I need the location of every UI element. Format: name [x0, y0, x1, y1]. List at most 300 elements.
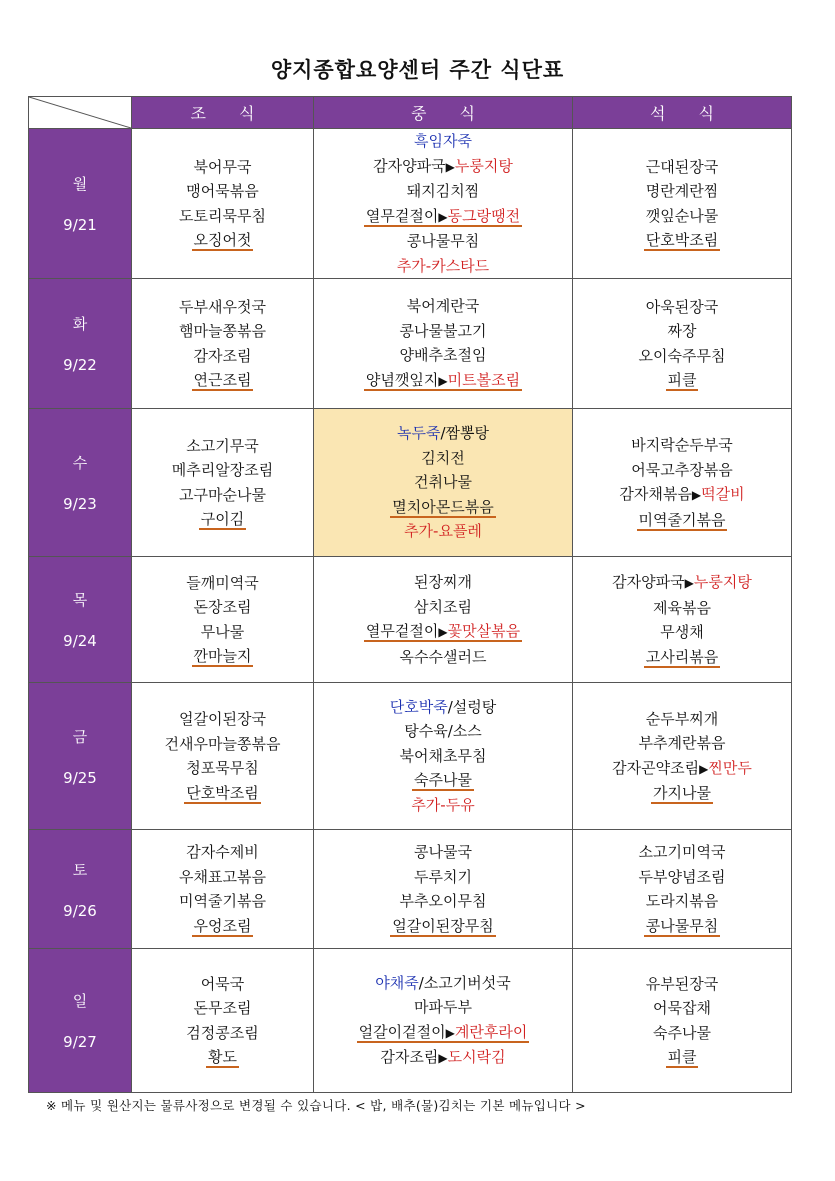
substitute-item: 떡갈비: [701, 485, 745, 503]
menu-item-text: [421, 449, 464, 467]
substitute-item: 누룽지탕: [454, 156, 513, 175]
menu-item-text: [390, 698, 497, 716]
day-cell: [29, 409, 132, 557]
menu-item-part: /짬뽕탕: [440, 424, 489, 443]
menu-item: [314, 229, 572, 254]
menu-item: [573, 179, 791, 204]
day-cell: [29, 279, 132, 409]
menu-item: [573, 756, 791, 782]
menu-item-part: 두루치기: [414, 867, 472, 886]
menu-item-text: [646, 207, 718, 225]
menu-item-part: /소고기버섯국: [418, 973, 511, 992]
menu-item: [132, 620, 313, 645]
menu-item-text: [179, 868, 266, 886]
menu-item-part: 감자양파국: [612, 573, 685, 591]
menu-item-part: 감자곤약조림: [612, 758, 700, 777]
menu-item-part: 우엉조림: [193, 916, 252, 935]
menu-item-part: 깻잎순나물: [645, 206, 719, 225]
menu-item-text: [400, 892, 487, 910]
menu-item-part: 돈장조림: [193, 598, 252, 616]
menu-item: [573, 707, 791, 732]
menu-item-part: 돼지김치찜: [406, 182, 480, 200]
menu-item: [132, 644, 313, 669]
breakfast-cell: [132, 129, 314, 279]
menu-item-text: [414, 473, 472, 491]
day-name: 목: [72, 591, 88, 609]
underlined-menu-item: [390, 498, 495, 518]
menu-item-part: 오징어젓: [193, 231, 252, 249]
menu-item-text: [201, 975, 244, 993]
menu-item: [314, 645, 572, 670]
menu-item-part: 부추계란볶음: [638, 734, 726, 752]
menu-item: [132, 179, 313, 204]
day-name: 월: [72, 175, 88, 193]
menu-item-part: 어묵국: [200, 974, 245, 993]
underlined-menu-item: [390, 917, 495, 937]
underlined-menu-item: [199, 510, 246, 530]
menu-item-part: 마파두부: [414, 998, 472, 1016]
menu-item-part: 탕수육/소스: [404, 722, 482, 741]
menu-item: [573, 204, 791, 229]
menu-item-text: [407, 297, 479, 315]
substitute-item: 꽃맛살볶음: [447, 622, 521, 640]
table-row: [29, 949, 792, 1093]
substitute-item: 미트볼조림: [447, 370, 521, 389]
underlined-menu-item: [192, 647, 254, 667]
menu-item: [314, 294, 572, 319]
lunch-cell: [314, 683, 573, 830]
menu-item: [132, 1045, 313, 1070]
lunch-cell: [314, 949, 573, 1093]
menu-item: [314, 719, 572, 744]
underlined-menu-item: [666, 1048, 699, 1068]
underlined-menu-item: [192, 917, 254, 937]
menu-item-part: 돈무조림: [193, 999, 252, 1017]
menu-item-part: 미역줄기볶음: [638, 510, 726, 529]
menu-item: [573, 570, 791, 596]
menu-item-part: 짜장: [667, 322, 697, 340]
breakfast-cell: [132, 557, 314, 683]
menu-item: [573, 368, 791, 393]
lunch-cell: [314, 279, 573, 409]
menu-item: [573, 620, 791, 645]
menu-item: [573, 228, 791, 253]
menu-item-text: [639, 843, 726, 861]
menu-item-text: [404, 722, 482, 740]
menu-item-text: [179, 892, 266, 910]
menu-item-text: [646, 710, 718, 728]
menu-item-part: 열무겉절이: [365, 206, 439, 225]
menu-item-text: [414, 573, 472, 591]
menu-item-part: 연근조림: [193, 371, 252, 389]
porridge-item: 단호박죽: [389, 697, 448, 716]
day-name: 화: [72, 315, 88, 333]
menu-item: [573, 1021, 791, 1046]
porridge-item: 흑임자죽: [414, 132, 472, 150]
menu-item-part: 소고기미역국: [638, 843, 726, 861]
menu-item: [132, 344, 313, 369]
menu-item-part: 바지락순두부국: [631, 436, 733, 454]
menu-item-text: [414, 132, 472, 150]
menu-item-text: [631, 461, 732, 479]
menu-item: [314, 1045, 572, 1071]
menu-item: [573, 433, 791, 458]
menu-item-text: [660, 623, 703, 641]
menu-item: [132, 155, 313, 180]
menu-item-text: [639, 734, 726, 752]
underlined-menu-item: [192, 231, 254, 251]
menu-item: [314, 695, 572, 720]
menu-item-part: 콩나물불고기: [399, 321, 487, 340]
menu-item-part: 햄마늘쫑볶음: [179, 322, 266, 340]
menu-item-part: 청포묵무침: [186, 759, 259, 777]
day-cell: [29, 557, 132, 683]
menu-item-text: [201, 623, 244, 641]
menu-item-part: 북어무국: [193, 157, 252, 176]
menu-item-part: 건취나물: [414, 473, 472, 492]
underlined-menu-item: [651, 784, 713, 804]
menu-item-part: 어묵잡채: [653, 999, 711, 1017]
menu-item: [314, 343, 572, 368]
menu-item: [314, 595, 572, 620]
footer-note: ※ 메뉴 및 원산지는 물류사정으로 변경될 수 있습니다. < 밥, 배추(물)김치는 기본 메뉴입니다 >: [46, 1098, 586, 1113]
menu-item-text: [179, 207, 266, 225]
substitute-item: 추가-요플레: [404, 522, 482, 541]
menu-item: [573, 889, 791, 914]
menu-item-part: 얼갈이된장무침: [392, 916, 494, 935]
day-date: 9/23: [63, 495, 97, 513]
underlined-menu-item: [637, 511, 728, 531]
menu-item-text: [653, 1024, 711, 1042]
menu-item-part: 삼치조림: [414, 597, 472, 616]
menu-item-part: 황도: [208, 1048, 237, 1066]
menu-item-part: 순두부찌개: [645, 709, 719, 728]
menu-item-part: 단호박조림: [186, 783, 259, 802]
menu-item-text: [646, 158, 718, 176]
menu-item-text: [186, 759, 258, 777]
day-date: 9/27: [63, 1033, 97, 1051]
menu-item: [132, 368, 313, 393]
menu-item-text: [646, 298, 718, 316]
menu-item: [573, 155, 791, 180]
menu-item: [314, 446, 572, 471]
menu-item-text: [400, 747, 487, 765]
menu-item: [573, 1045, 791, 1070]
menu-item: [573, 458, 791, 483]
menu-item-part: 숙주나물: [414, 771, 472, 790]
arrow-icon: ▶: [699, 761, 709, 776]
menu-item: [132, 840, 313, 865]
dinner-cell: [573, 949, 792, 1093]
substitute-item: 추가-두유: [411, 795, 475, 814]
menu-item-part: 북어채초무침: [399, 746, 487, 765]
menu-item: [573, 865, 791, 890]
menu-item-text: [400, 648, 487, 666]
menu-item-text: [165, 735, 281, 753]
menu-item-text: [646, 182, 718, 200]
menu-item: [573, 645, 791, 670]
menu-item: [132, 781, 313, 806]
menu-item: [573, 914, 791, 939]
day-name: 일: [72, 992, 88, 1010]
menu-item-part: 구이김: [200, 510, 245, 528]
underlined-menu-item: [644, 231, 720, 251]
menu-item: [573, 319, 791, 344]
menu-item-text: [194, 158, 252, 176]
menu-item-text: [639, 868, 726, 886]
menu-item: [132, 204, 313, 229]
menu-item-text: [612, 759, 752, 777]
diagonal-line: [29, 97, 131, 128]
menu-item: [314, 768, 572, 793]
arrow-icon: ▶: [445, 1025, 455, 1040]
menu-item-text: [397, 257, 489, 275]
table-row: [29, 279, 792, 409]
day-name: 수: [72, 454, 88, 472]
table-row: [29, 129, 792, 279]
menu-item-text: [172, 461, 273, 479]
menu-item-text: [186, 843, 258, 861]
menu-item-part: 아욱된장국: [645, 297, 719, 316]
day-cell: [29, 683, 132, 830]
menu-item: [132, 996, 313, 1021]
table-row: [29, 683, 792, 830]
menu-item: [314, 204, 572, 230]
menu-item-part: 김치전: [421, 448, 465, 467]
dinner-cell: [573, 683, 792, 830]
table-row: [29, 830, 792, 949]
menu-item: [132, 865, 313, 890]
menu-body: [29, 129, 792, 1093]
breakfast-cell: [132, 279, 314, 409]
menu-item-part: 감자조림: [380, 1048, 439, 1066]
menu-item: [132, 756, 313, 781]
corner-cell: [29, 97, 132, 129]
arrow-icon: ▶: [438, 373, 448, 388]
menu-item: [132, 295, 313, 320]
underlined-menu-item: [357, 1023, 530, 1043]
breakfast-cell: [132, 830, 314, 949]
menu-item-part: 메추리알장조림: [171, 461, 274, 479]
menu-item-text: [612, 573, 752, 591]
dinner-cell: [573, 279, 792, 409]
header-breakfast: 조 식: [132, 97, 314, 129]
menu-item: [314, 570, 572, 595]
menu-item: [132, 707, 313, 732]
menu-item-part: 양배추초절임: [399, 346, 487, 364]
menu-item-part: 맹어묵볶음: [186, 182, 259, 200]
menu-item: [132, 1021, 313, 1046]
menu-item: [314, 971, 572, 996]
day-date: 9/26: [63, 901, 97, 920]
porridge-item: 녹두죽: [396, 424, 441, 443]
menu-item: [573, 344, 791, 369]
menu-item-part: 된장찌개: [414, 573, 472, 591]
menu-item-part: 감자양파국: [373, 156, 446, 175]
header-lunch: 중 식: [314, 97, 573, 129]
menu-item-text: [414, 843, 472, 861]
menu-item-part: 감자수제비: [186, 843, 259, 861]
menu-item-part: 양념깻잎지: [365, 370, 439, 389]
menu-item: [314, 793, 572, 818]
menu-item-text: [407, 232, 479, 250]
menu-item-part: 두부양념조림: [638, 867, 726, 886]
menu-item-part: 감자채볶음: [619, 485, 692, 503]
day-date: 9/24: [63, 632, 97, 650]
menu-item-text: [668, 322, 697, 340]
menu-item-text: [646, 975, 718, 993]
weekly-menu-table: [28, 96, 792, 1093]
menu-item: [314, 914, 572, 939]
menu-item-text: [411, 796, 474, 814]
underlined-menu-item: [364, 207, 522, 227]
menu-item-part: 우채표고볶음: [179, 867, 266, 886]
arrow-icon: ▶: [691, 488, 702, 502]
menu-item-part: 제육볶음: [653, 598, 711, 617]
porridge-item: 야채죽: [375, 973, 419, 992]
underlined-menu-item: [412, 771, 474, 791]
menu-item-part: 열무겉절이: [365, 622, 439, 640]
menu-item-text: [646, 892, 718, 910]
menu-item-text: [373, 157, 513, 175]
menu-item-part: 건새우마늘쫑볶음: [164, 734, 281, 753]
underlined-menu-item: [364, 622, 522, 642]
lunch-cell: [314, 129, 573, 279]
substitute-item: 누룽지탕: [693, 573, 752, 591]
menu-item: [573, 295, 791, 320]
menu-item: [132, 571, 313, 596]
arrow-icon: ▶: [438, 209, 448, 224]
substitute-item: 동그랑땡전: [447, 206, 521, 225]
menu-item-part: 도라지볶음: [645, 892, 719, 910]
menu-item-part: 들깨미역국: [186, 573, 259, 592]
menu-item-text: [414, 598, 472, 616]
header-dinner: 석 식: [573, 97, 792, 129]
menu-item: [573, 840, 791, 865]
arrow-icon: ▶: [684, 576, 694, 590]
menu-item-text: [194, 999, 252, 1017]
menu-item: [132, 483, 313, 508]
menu-item-text: [186, 182, 258, 200]
menu-item-text: [186, 1024, 258, 1042]
menu-item-part: 무나물: [200, 622, 245, 641]
menu-item: [314, 129, 572, 154]
page-title: 양지종합요양센터 주간 식단표: [270, 58, 565, 82]
underlined-menu-item: [644, 648, 720, 668]
underlined-menu-item: [666, 371, 699, 391]
lunch-cell: [314, 830, 573, 949]
menu-item-text: [179, 710, 266, 728]
menu-item: [573, 508, 791, 533]
day-date: 9/21: [63, 216, 97, 234]
day-cell: [29, 949, 132, 1093]
underlined-menu-item: [184, 784, 260, 804]
menu-item: [314, 368, 572, 394]
menu-item: [314, 421, 572, 446]
dinner-cell: [573, 557, 792, 683]
menu-item: [573, 596, 791, 621]
menu-item: [314, 840, 572, 865]
menu-item-part: 감자조림: [193, 346, 252, 365]
substitute-item: 찐만두: [708, 758, 752, 777]
menu-item-text: [414, 998, 472, 1016]
day-cell: [29, 830, 132, 949]
menu-item: [314, 1020, 572, 1046]
day-date: 9/22: [63, 356, 97, 374]
menu-item: [314, 744, 572, 769]
menu-item-text: [186, 437, 258, 455]
menu-item: [314, 889, 572, 914]
menu-item: [132, 319, 313, 344]
menu-item-text: [186, 574, 258, 592]
menu-item-part: 단호박조림: [645, 231, 719, 249]
menu-item: [132, 228, 313, 253]
breakfast-cell: [132, 683, 314, 830]
table-row: [29, 557, 792, 683]
header-row: [29, 97, 792, 129]
menu-item-part: 옥수수샐러드: [399, 647, 487, 666]
menu-item-text: [400, 322, 487, 340]
substitute-item: 계란후라이: [454, 1022, 528, 1041]
menu-item-text: [619, 485, 744, 503]
substitute-item: 도시락김: [447, 1048, 506, 1066]
menu-item-part: 얼갈이된장국: [179, 710, 266, 728]
menu-item-text: [397, 424, 489, 442]
underlined-menu-item: [206, 1048, 239, 1068]
menu-item-text: [639, 347, 726, 365]
menu-item-part: 고사리볶음: [645, 647, 719, 666]
menu-item-part: 피클: [667, 1048, 697, 1066]
day-cell: [29, 129, 132, 279]
menu-item: [132, 914, 313, 939]
menu-item: [314, 865, 572, 890]
menu-item: [132, 434, 313, 459]
day-date: 9/25: [63, 768, 97, 787]
underlined-menu-item: [644, 917, 720, 937]
menu-item: [573, 482, 791, 508]
menu-item: [132, 972, 313, 997]
menu-item-text: [375, 974, 510, 992]
arrow-icon: ▶: [438, 1051, 448, 1065]
menu-item-text: [194, 598, 252, 616]
menu-item-text: [653, 599, 711, 617]
breakfast-cell: [132, 949, 314, 1093]
menu-item-part: 고구마순나물: [179, 485, 266, 504]
substitute-item: 추가-카스타드: [396, 256, 490, 275]
lunch-cell: [314, 409, 573, 557]
menu-item: [132, 732, 313, 757]
menu-item-part: 콩나물국: [414, 843, 472, 861]
menu-item: [132, 507, 313, 532]
menu-item-part: 숙주나물: [653, 1023, 711, 1042]
menu-item: [132, 458, 313, 483]
menu-item-part: 검정콩조림: [186, 1023, 259, 1042]
menu-item: [314, 619, 572, 645]
menu-item-text: [653, 999, 711, 1017]
menu-item-text: [179, 298, 266, 316]
menu-item-part: 얼갈이겉절이: [358, 1022, 446, 1041]
menu-item-part: 미역줄기볶음: [179, 892, 266, 910]
menu-item-part: 피클: [667, 371, 697, 389]
menu-item-text: [631, 436, 732, 454]
underlined-menu-item: [192, 371, 254, 391]
menu-item-part: 콩나물무침: [406, 232, 480, 250]
menu-item: [132, 595, 313, 620]
menu-item-part: 명란계란찜: [645, 182, 719, 200]
menu-item: [314, 254, 572, 279]
menu-item: [314, 995, 572, 1020]
menu-item-part: 도토리묵무침: [179, 206, 266, 225]
